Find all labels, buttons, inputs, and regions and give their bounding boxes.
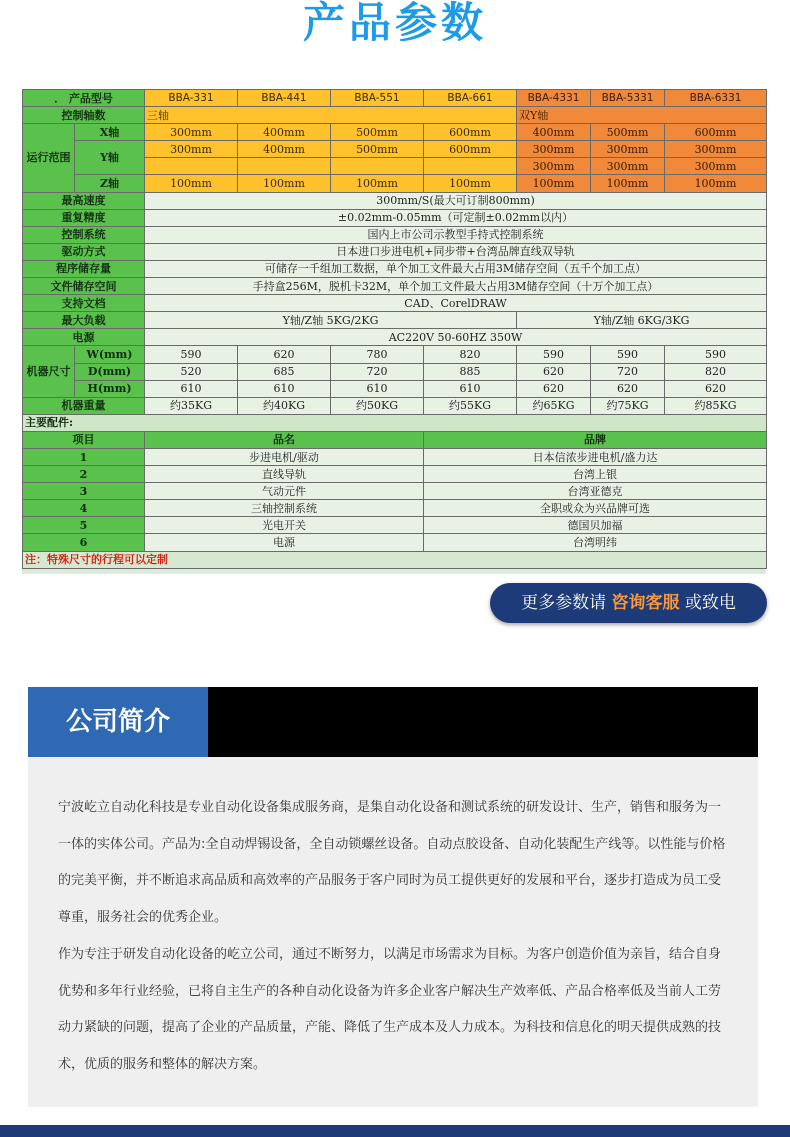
value-cell: 约75KG [591,397,665,414]
company-intro-text [58,790,730,1084]
table-row [23,260,767,277]
accessories-title: 主要配件: [23,414,767,431]
value-cell: Y轴/Z轴 5KG/2KG [145,312,517,329]
table-row [23,551,767,568]
row-label: 最高速度 [23,192,145,209]
value-cell: 300mm [517,158,591,175]
consult-service-link[interactable]: 咨询客服 [611,593,680,613]
model-cell: BBA-551 [331,90,424,107]
value-cell: 620 [665,380,767,397]
value-cell: 600mm [665,124,767,141]
table-row [23,243,767,260]
acc-name: 气动元件 [145,483,424,500]
acc-brand: 全职或众为兴品牌可选 [424,500,767,517]
table-row [23,295,767,312]
value-cell: 400mm [238,141,331,158]
value-cell: 885 [424,363,517,380]
acc-name: 光电开关 [145,517,424,534]
table-row [23,278,767,295]
table-row [23,414,767,431]
value-cell: 500mm [591,124,665,141]
value-cell: 300mm [145,141,238,158]
value-cell: 100mm [424,175,517,192]
acc-no: 6 [23,534,145,551]
dim-label: D(mm) [75,363,145,380]
value-cell: 620 [517,380,591,397]
company-intro-header [28,687,758,757]
value-cell: 国内上市公司示教型手持式控制系统 [145,226,767,243]
value-cell [331,158,424,175]
row-label: 支持文档 [23,295,145,312]
company-intro-section [28,687,758,1107]
company-paragraph: 作为专注于研发自动化设备的屹立公司，通过不断努力，以满足市场需求为目标。为客户创造价值为亲旨，结合自身优势和多年行业经验，已将自主生产的各种自动化设备为许多企业客户解决生产效率低、产品合格率低及当前人工劳动力紧缺的问题，提高了企业的产品质量，产能、降低了生产成本及人力成本。为科技和信息化的明天提供成熟的技术，优质的服务和整体的解决方案。 [58,946,722,1072]
more-params-pre: 更多参数请 [521,593,612,613]
value-cell: 100mm [331,175,424,192]
value-cell: 约85KG [665,397,767,414]
value-cell [238,158,331,175]
value-cell: 约65KG [517,397,591,414]
value-cell: 780 [331,346,424,363]
value-cell: 日本进口步进电机+同步带+台湾品牌直线双导轨 [145,243,767,260]
value-cell: 620 [238,346,331,363]
table-row [23,329,767,346]
row-label: 运行范围 [23,124,75,192]
table-row [23,192,767,209]
more-params-post: 或致电 [679,593,736,613]
value-cell: 590 [665,346,767,363]
footer-bar [0,1125,790,1137]
acc-head-item: 项目 [23,431,145,448]
acc-no: 4 [23,500,145,517]
value-cell: 300mm [665,141,767,158]
axis-label: X轴 [75,124,145,141]
acc-no: 3 [23,483,145,500]
value-cell: 590 [591,346,665,363]
row-label: 控制轴数 [23,107,145,124]
value-cell: 300mm/S(最大可订制800mm) [145,192,767,209]
value-cell: 610 [238,380,331,397]
table-row [23,466,767,483]
model-cell: BBA-661 [424,90,517,107]
value-cell [424,158,517,175]
row-label: 机器尺寸 [23,346,75,397]
value-cell: CAD、CorelDRAW [145,295,767,312]
table-row [23,380,767,397]
table-row [23,226,767,243]
table-row [23,431,767,448]
value-cell: 100mm [238,175,331,192]
acc-name: 电源 [145,534,424,551]
acc-head-name: 品名 [145,431,424,448]
acc-name: 直线导轨 [145,466,424,483]
value-cell: 100mm [665,175,767,192]
value-cell: 可储存一千组加工数据，单个加工文件最大占用3M储存空间（五千个加工点） [145,260,767,277]
value-cell: 约55KG [424,397,517,414]
model-cell: BBA-5331 [591,90,665,107]
axis-label: Y轴 [75,141,145,175]
model-cell: BBA-4331 [517,90,591,107]
row-label: 电源 [23,329,145,346]
acc-no: 2 [23,466,145,483]
acc-name: 三轴控制系统 [145,500,424,517]
acc-brand: 台湾亚德克 [424,483,767,500]
value-cell: 590 [517,346,591,363]
table-row [23,483,767,500]
model-cell: BBA-331 [145,90,238,107]
value-cell: 590 [145,346,238,363]
row-label: ． 产品型号 [23,90,145,107]
table-row [23,175,767,192]
table-row [23,534,767,551]
table-row [23,209,767,226]
value-cell: 500mm [331,124,424,141]
table-row [23,517,767,534]
value-cell: 约40KG [238,397,331,414]
more-params-button[interactable] [490,583,767,623]
value-cell: 手持盒256M，脱机卡32M，单个加工文件最大占用3M储存空间（十万个加工点） [145,278,767,295]
table-row [23,397,767,414]
acc-brand: 日本信浓步进电机/盛力达 [424,448,767,465]
value-cell: 820 [665,363,767,380]
value-cell: 300mm [591,158,665,175]
value-cell: 100mm [145,175,238,192]
acc-no: 1 [23,448,145,465]
value-cell: 300mm [517,141,591,158]
row-label: 驱动方式 [23,243,145,260]
value-cell: 610 [145,380,238,397]
acc-brand: 台湾上银 [424,466,767,483]
row-label: 文件储存空间 [23,278,145,295]
value-cell: 520 [145,363,238,380]
value-cell: 610 [331,380,424,397]
dim-label: H(mm) [75,380,145,397]
model-cell: BBA-6331 [665,90,767,107]
acc-head-brand: 品牌 [424,431,767,448]
value-cell: 620 [591,380,665,397]
page-title: 产品参数 [302,0,487,47]
value-cell: 600mm [424,124,517,141]
spec-table [22,89,767,569]
row-label: 重复精度 [23,209,145,226]
value-cell: 100mm [517,175,591,192]
value-cell: 685 [238,363,331,380]
spec-table-panel [22,89,766,574]
value-cell: 720 [591,363,665,380]
acc-brand: 德国贝加福 [424,517,767,534]
axes-4-cell: 双Y轴 [517,107,767,124]
row-label: 程序储存量 [23,260,145,277]
table-row [23,90,767,107]
model-cell: BBA-441 [238,90,331,107]
value-cell: ±0.02mm-0.05mm（可定制±0.02mm以内） [145,209,767,226]
value-cell: 720 [331,363,424,380]
table-row [23,107,767,124]
value-cell: 300mm [591,141,665,158]
table-row [23,363,767,380]
value-cell: 约50KG [331,397,424,414]
table-row [23,141,767,158]
value-cell: 约35KG [145,397,238,414]
axes-3-cell: 三轴 [145,107,517,124]
value-cell: 620 [517,363,591,380]
row-label: 控制系统 [23,226,145,243]
value-cell: 400mm [238,124,331,141]
value-cell: 400mm [517,124,591,141]
row-label: 最大负载 [23,312,145,329]
value-cell: 300mm [145,124,238,141]
table-row [23,448,767,465]
row-label: 机器重量 [23,397,145,414]
custom-note: 注：特殊尺寸的行程可以定制 [23,551,767,568]
value-cell: 300mm [665,158,767,175]
axis-label: Z轴 [75,175,145,192]
table-row [23,500,767,517]
acc-no: 5 [23,517,145,534]
dim-label: W(mm) [75,346,145,363]
value-cell: 600mm [424,141,517,158]
value-cell: 610 [424,380,517,397]
company-intro-title: 公司简介 [28,687,208,757]
value-cell [145,158,238,175]
company-paragraph: 宁波屹立自动化科技是专业自动化设备集成服务商，是集自动化设备和测试系统的研发设计、生产，销售和服务为一一体的实体公司。产品为:全自动焊锡设备，全自动锁螺丝设备。自动点胶设备、自动化装配生产线等。以性能与价格的完美平衡，并不断追求高品质和高效率的产品服务于客户同时为员工提供更好的发展和平台，逐步打造成为员工受尊重，服务社会的优秀企业。 [58,800,726,926]
value-cell: 500mm [331,141,424,158]
value-cell: 100mm [591,175,665,192]
table-row [23,346,767,363]
value-cell: AC220V 50-60HZ 350W [145,329,767,346]
table-row [23,312,767,329]
acc-brand: 台湾明纬 [424,534,767,551]
acc-name: 步进电机/驱动 [145,448,424,465]
value-cell: Y轴/Z轴 6KG/3KG [517,312,767,329]
value-cell: 820 [424,346,517,363]
table-row [23,124,767,141]
